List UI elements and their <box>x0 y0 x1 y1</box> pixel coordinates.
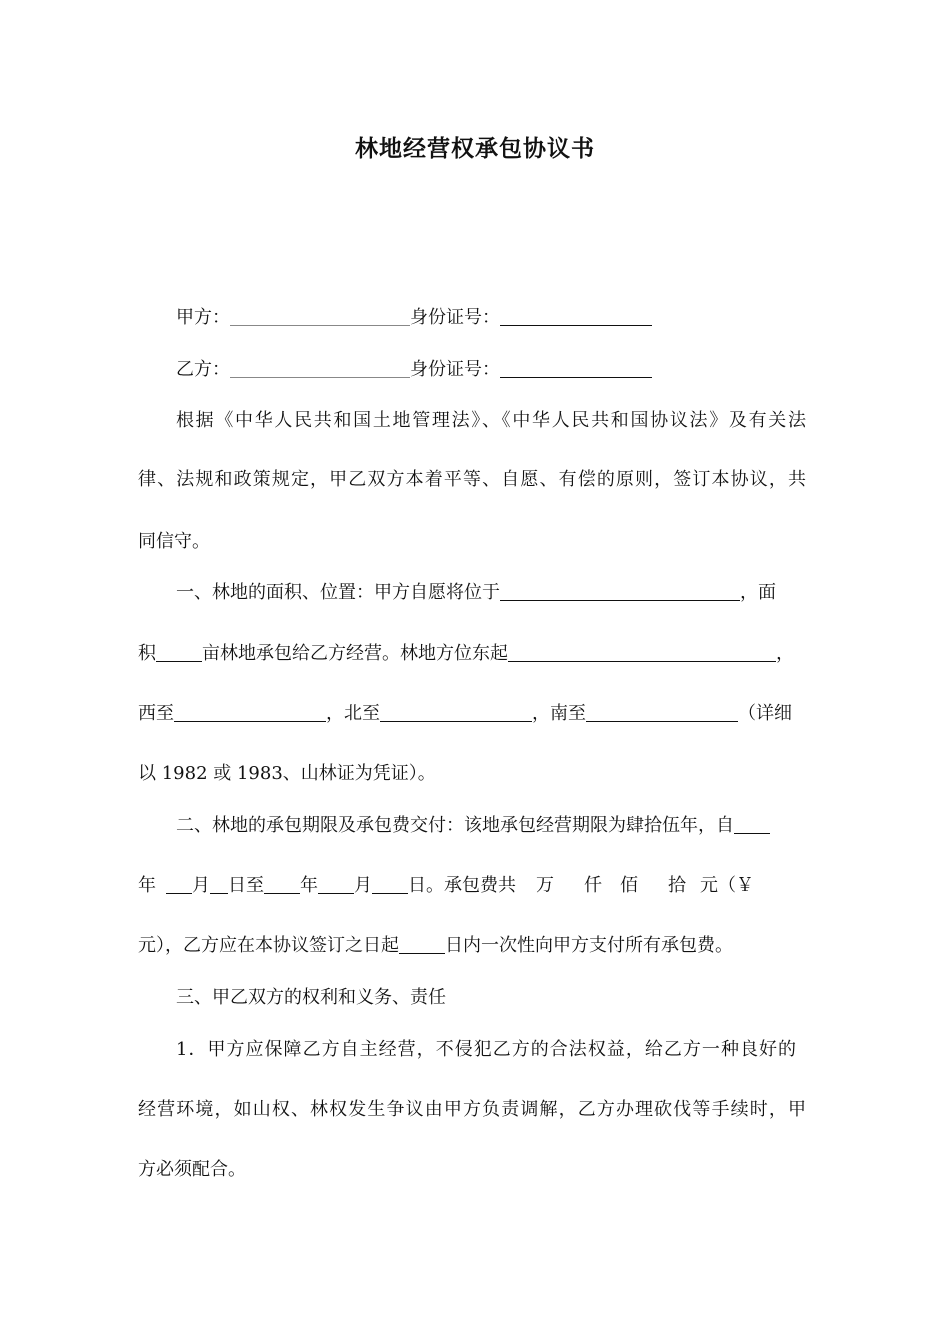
north-boundary-blank[interactable] <box>380 703 532 722</box>
party-a-label: 甲方： <box>176 307 230 328</box>
east-boundary-blank[interactable] <box>508 643 776 662</box>
section2-text: 元），乙方应在本协议签订之日起 <box>138 935 399 956</box>
section1-text: 西至 <box>138 703 174 724</box>
preamble-line-2: 律、法规和政策规定，甲乙双方本着平等、自愿、有偿的原则，签订本协议，共 <box>138 469 806 490</box>
party-b-id-blank[interactable] <box>500 359 652 378</box>
location-blank[interactable] <box>500 582 740 601</box>
party-b-name-blank[interactable] <box>230 359 410 378</box>
section2-text: 日内一次性向甲方支付所有承包费。 <box>445 935 733 956</box>
party-b-line <box>176 358 856 382</box>
south-boundary-blank[interactable] <box>586 703 738 722</box>
section1-text: ，北至 <box>326 703 380 724</box>
section3-item1-line-2: 经营环境，如山权、林权发生争议由甲方负责调解，乙方办理砍伐等手续时，甲 <box>138 1099 806 1120</box>
section1-text: （详细 <box>738 703 792 724</box>
section2-line-3 <box>138 934 818 958</box>
section2-text: 月 <box>354 875 372 896</box>
area-blank[interactable] <box>156 643 202 662</box>
party-b-id-label: 身份证号： <box>410 359 500 380</box>
preamble-line-1: 根据《中华人民共和国土地管理法》、《中华人民共和国协议法》及有关法 <box>176 410 806 431</box>
payment-days-blank[interactable] <box>399 935 445 954</box>
section1-text: 积 <box>138 643 156 664</box>
end-year-blank[interactable] <box>264 875 300 894</box>
section2-text: 日至 <box>228 875 264 896</box>
end-month-blank[interactable] <box>318 875 354 894</box>
document-title: 林地经营权承包协议书 <box>355 136 595 162</box>
section2-text: 元（￥ <box>700 875 754 896</box>
party-a-line <box>176 306 856 330</box>
start-month-blank[interactable] <box>166 875 192 894</box>
section2-line-2 <box>138 874 818 898</box>
section1-line-2 <box>138 642 818 666</box>
section2-text: 月 <box>192 875 210 896</box>
section2-line-1 <box>176 814 856 838</box>
party-a-name-blank[interactable] <box>230 307 410 326</box>
section1-line-4: 以 1982 或 1983、山林证为凭证）。 <box>138 763 436 784</box>
section1-line-1 <box>176 581 856 605</box>
section2-text: 年 <box>300 875 318 896</box>
end-day-blank[interactable] <box>372 875 408 894</box>
party-a-id-blank[interactable] <box>500 307 652 326</box>
party-b-label: 乙方： <box>176 359 230 380</box>
section2-text: 日。承包费共 <box>408 875 516 896</box>
party-a-id-label: 身份证号： <box>410 307 500 328</box>
section3-item1-line-3: 方必须配合。 <box>138 1159 246 1180</box>
section2-text: 仟 <box>584 875 602 896</box>
section2-text: 二、林地的承包期限及承包费交付：该地承包经营期限为肆拾伍年，自 <box>176 815 734 836</box>
section3-item1-line-1: 1．甲方应保障乙方自主经营，不侵犯乙方的合法权益，给乙方一种良好的 <box>176 1039 796 1060</box>
section2-text: 佰 <box>620 875 638 896</box>
section1-text: 亩林地承包给乙方经营。林地方位东起 <box>202 643 508 664</box>
section1-line-3 <box>138 702 818 726</box>
west-boundary-blank[interactable] <box>174 703 326 722</box>
section1-text: 一、林地的面积、位置：甲方自愿将位于 <box>176 582 500 603</box>
section2-text: 拾 <box>668 875 686 896</box>
section1-text: ，南至 <box>532 703 586 724</box>
section2-text: 万 <box>536 875 554 896</box>
section1-text: ，面 <box>740 582 776 603</box>
section3-heading: 三、甲乙双方的权利和义务、责任 <box>176 987 446 1008</box>
start-day-blank[interactable] <box>210 875 228 894</box>
start-year-blank[interactable] <box>734 815 770 834</box>
section1-text: ， <box>776 643 794 664</box>
preamble-line-3: 同信守。 <box>138 531 210 552</box>
section2-text: 年 <box>138 875 156 896</box>
